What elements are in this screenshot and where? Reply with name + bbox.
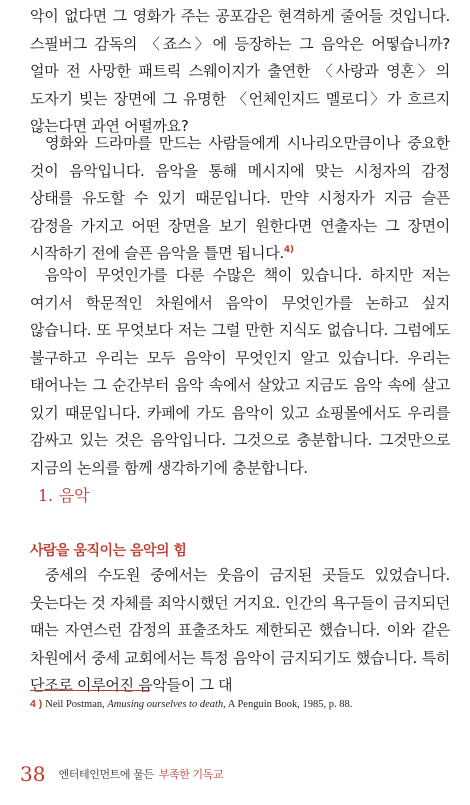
footnote <box>30 698 450 710</box>
subsection-heading: 사람을 움직이는 음악의 힘 <box>30 543 187 559</box>
book-title-part1: 엔터테인먼트에 물든 <box>58 768 154 781</box>
section-number: 1. <box>38 486 53 505</box>
body-paragraph: 음악이 무엇인가를 다룬 수많은 책이 있습니다. 하지만 저는 여기서 학문적인 차원에서 음악이 무엇인가를 논하고 싶지 않습니다. 또 무엇보다 저는 그럴 만한 지식도 없습니다. 그럼에도 불구하고 우리는 모두 음악이 무엇인지 알고 있습니다. 우리는 태어나는 그 순간부터 음악 속에서 살았고 지금도 음악 속에 살고 있기 때문입니다. 카페에 가도 음악이 있고 쇼핑몰에서도 우리를 감싸고 있는 것은 음악입니다. 그것으로 충분합니다. 그것만으로 지금의 논의를 함께 생각하기에 충분합니다. <box>30 266 450 477</box>
footnote-number: 4 ) <box>30 698 43 710</box>
paragraph-text: 영화와 드라마를 만드는 사람들에게 시나리오만큼이나 중요한 것이 음악입니다. 음악을 통해 메시지에 맞는 시청자의 감정 상태를 유도할 수 있기 때문입니다. 만약 시청자가 지금 슬픈 감정을 가지고 어떤 장면을 보기 원한다면 연출자는 그 장면이 시작하기 전에 슬픈 음악을 틀면 됩니다. <box>30 134 450 262</box>
book-title-part2: 부족한 기독교 <box>158 768 224 781</box>
footnote-reference[interactable]: 4) <box>283 245 294 255</box>
footnote-book-title: Amusing ourselves to death <box>107 699 224 710</box>
page-number: 38 <box>20 762 46 786</box>
section-heading <box>38 483 89 506</box>
body-paragraph: 악이 없다면 그 영화가 주는 공포감은 현격하게 줄어들 것입니다. 스필버그 감독의 〈죠스〉에 등장하는 그 음악은 어떻습니까? 얼마 전 사망한 패트릭 스웨이지가 출연한 〈사랑과 영혼〉의 도자기 빚는 장면에 그 유명한 〈언체인지드 멜로디〉가 흐르지 않는다면 과연 어떨까요? <box>30 7 450 135</box>
body-paragraph: 중세의 수도원 중에서는 웃음이 금지된 곳들도 있었습니다. 웃는다는 것 자체를 죄악시했던 거지요. 인간의 욕구들이 금지되던 때는 자연스런 감정의 표출조차도 제한되곤 했습니다. 이와 같은 차원에서 중세 교회에서는 특정 음악이 금지되기도 했습니다. 특히 단조로 이루어진 음악들이 그 대 <box>30 566 450 694</box>
footnote-text-after: , A Penguin Book, 1985, p. 88. <box>223 699 353 710</box>
footnote-divider <box>30 690 150 691</box>
body-paragraph <box>30 130 450 268</box>
section-title: 음악 <box>58 486 90 505</box>
page-footer <box>20 762 223 786</box>
footnote-text-before: Neil Postman, <box>45 699 108 710</box>
